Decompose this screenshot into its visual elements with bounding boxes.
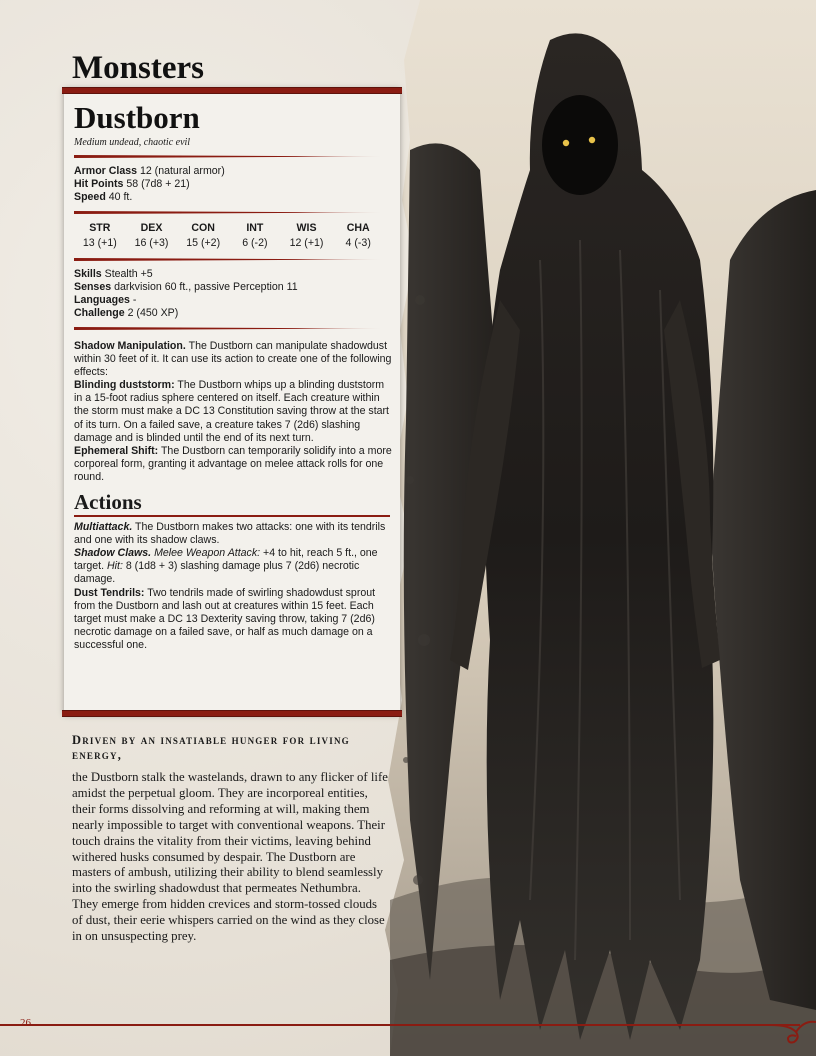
speed: Speed 40 ft. <box>74 191 133 203</box>
monster-type: Medium undead, chaotic evil <box>74 137 191 148</box>
ability-dex: DEX 16 (+3) <box>134 222 169 249</box>
ability-cha: CHA 4 (-3) <box>345 222 371 249</box>
senses: Senses darkvision 60 ft., passive Perception 11 <box>74 281 298 293</box>
divider <box>74 258 392 261</box>
lore-paragraph: the Dustborn stalk the wastelands, drawn to any flicker of life amidst the perpetual gloom. They are incorporeal entities, their forms dissolving and reforming at will, making them nearly impossible to target with conventional weapons. Their touch drains the vitality from their victims, leaving behind withered husks consumed by despair. The Dustborn are masters of ambush, utilizing their ability to blend seamlessly into the swirling shadowdust that permeates Nethumbra. They emerge from hidden crevices and storm-tossed clouds of dust, their eerie whispers carried on the wind as they close in on unsuspecting prey. <box>72 770 388 944</box>
ability-wis: WIS 12 (+1) <box>289 222 324 249</box>
challenge: Challenge 2 (450 XP) <box>74 307 179 319</box>
stat-block <box>64 89 400 715</box>
divider <box>74 327 392 330</box>
actions-divider <box>74 515 390 517</box>
ability-int: INT 6 (-2) <box>242 222 268 249</box>
languages: Languages - <box>74 294 137 306</box>
actions-heading: Actions <box>74 490 142 515</box>
stat-block-top-bar <box>62 87 402 94</box>
action-dust-tendrils: Dust Tendrils: Two tendrils made of swirling shadowdust sprout from the Dustborn and lash out at creatures within 15 feet. Each target must make a DC 13 Dexterity saving throw, taking 7 (2d6) necrotic damage on a failed save, or half as much damage on a successful one. <box>74 586 376 651</box>
ability-str: STR 13 (+1) <box>82 222 117 249</box>
hit-points: Hit Points 58 (7d8 + 21) <box>74 178 190 190</box>
armor-class: Armor Class 12 (natural armor) <box>74 165 225 177</box>
page-number: 26 <box>20 1017 31 1029</box>
monster-name: Dustborn <box>74 100 200 135</box>
trait-shadow-manipulation: Shadow Manipulation. The Dustborn can manipulate shadowdust within 30 feet of it. It can use its action to create one of the following effects: <box>74 340 392 379</box>
action-multiattack: Multiattack. The Dustborn makes two attacks: one with its tendrils and one with its shadow claws. <box>74 521 386 547</box>
footer-rule <box>0 1024 800 1026</box>
trait-blinding-duststorm: Blinding duststorm: The Dustborn whips up a blinding duststorm in a 15-foot radius sphere centered on itself. Each creature within the storm must make a DC 13 Constitution saving throw at the start of its turn. On a failed save, a creature takes 7 (2d6) slashing damage and is blinded until the end of its next turn. <box>74 379 390 444</box>
trait-ephemeral-shift: Ephemeral Shift: The Dustborn can temporarily solidify into a more corporeal form, granting it advantage on melee attack rolls for one round. <box>74 444 392 483</box>
skills: Skills Stealth +5 <box>74 268 153 280</box>
divider <box>74 155 392 158</box>
dustborn-illustration <box>380 0 816 1056</box>
ability-scores <box>74 221 384 251</box>
divider <box>74 211 392 214</box>
ability-con: CON 15 (+2) <box>186 222 221 249</box>
corner-flourish-icon <box>770 1010 816 1056</box>
action-shadow-claws: Shadow Claws. Melee Weapon Attack: +4 to hit, reach 5 ft., one target. Hit: 8 (1d8 + 3) slashing damage plus 7 (2d6) necrotic damage. <box>74 547 378 586</box>
lore-heading: Driven by an insatiable hunger for living energy, <box>72 733 350 762</box>
page-heading: Monsters <box>72 50 204 86</box>
stat-block-bottom-bar <box>62 710 402 717</box>
